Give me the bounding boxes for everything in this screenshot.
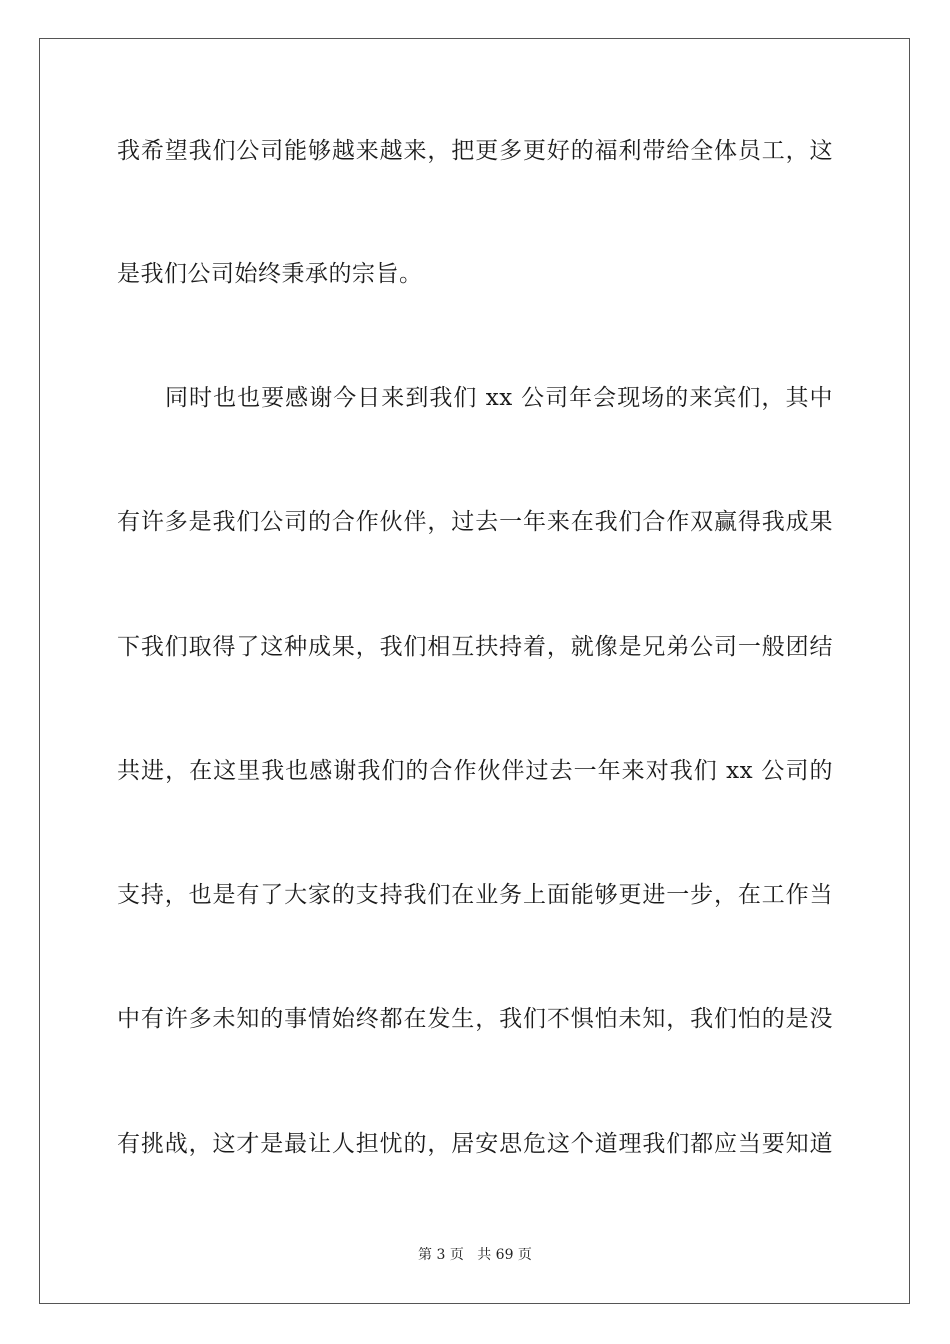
- text-line: 有许多是我们公司的合作伙伴，过去一年来在我们合作双赢得我成果: [117, 509, 833, 535]
- text-line: 我希望我们公司能够越来越来，把更多更好的福利带给全体员工，这: [117, 138, 833, 164]
- text-line: 支持，也是有了大家的支持我们在业务上面能够更进一步，在工作当: [117, 882, 833, 908]
- text-line: 共进，在这里我也感谢我们的合作伙伴过去一年来对我们 xx 公司的: [117, 758, 833, 784]
- page-number: 第 3 页: [418, 1247, 464, 1263]
- text-line: 中有许多未知的事情始终都在发生，我们不惧怕未知，我们怕的是没: [117, 1006, 833, 1032]
- page-border: [39, 38, 910, 1304]
- text-line: 下我们取得了这种成果，我们相互扶持着，就像是兄弟公司一般团结: [117, 634, 833, 660]
- page-footer: [0, 1246, 950, 1264]
- page-total: 共 69 页: [477, 1247, 532, 1263]
- paragraph-first-line: 同时也也要感谢今日来到我们 xx 公司年会现场的来宾们，其中: [165, 385, 833, 411]
- text-line: 有挑战，这才是最让人担忧的，居安思危这个道理我们都应当要知道: [117, 1131, 833, 1157]
- text-line: 是我们公司始终秉承的宗旨。: [117, 261, 423, 287]
